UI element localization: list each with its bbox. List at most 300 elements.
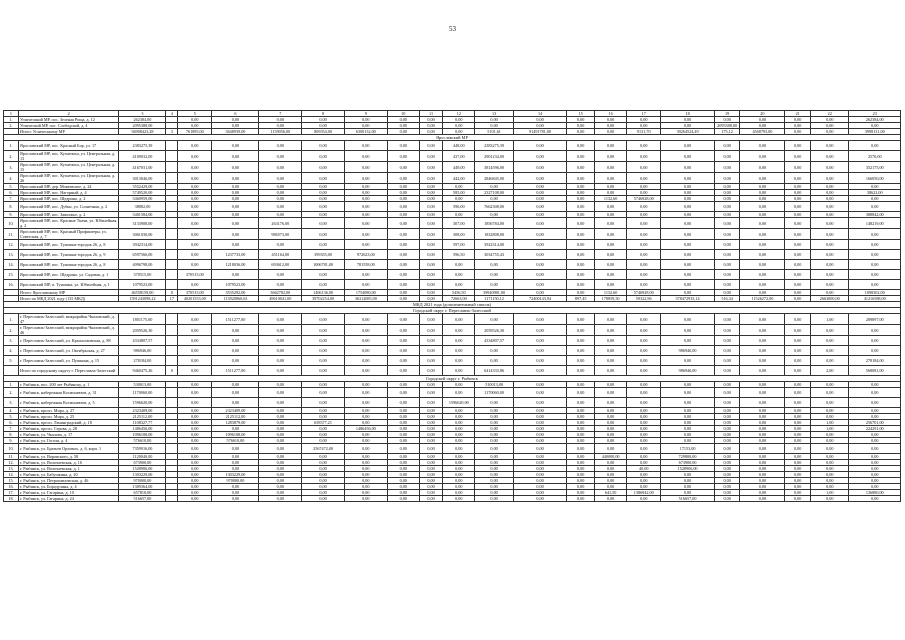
value-cell: 0,00 [475,260,513,270]
value-cell: 0,00 [811,229,849,240]
value-cell [166,336,178,346]
value-cell: 0,00 [811,336,849,346]
value-cell: 0,00 [567,212,595,218]
value-cell: 0,00 [419,117,443,123]
value-cell: 0,00 [443,496,475,502]
value-cell: 0,00 [627,123,661,129]
value-cell: 0,00 [567,229,595,240]
value-cell: 0,00 [387,141,419,151]
value-cell: 0,00 [344,314,387,325]
value-cell: 262384,00 [119,117,166,123]
value-cell [166,151,178,162]
value-cell: 0,00 [259,270,302,280]
value-cell: 72663,00 [443,296,475,302]
value-cell [166,496,178,502]
value-cell: 0,00 [475,466,513,472]
value-cell: 0,00 [595,190,627,196]
table-row [4,336,901,346]
value-cell: 0,00 [212,218,259,229]
value-cell: 1528906,00 [661,466,714,472]
value-cell: 1832808,00 [475,229,513,240]
value-cell: 0,00 [595,162,627,173]
value-cell: 0,00 [419,432,443,438]
column-number: 9 [344,111,387,117]
value-cell: 0,00 [595,260,627,270]
value-cell: 0,00 [627,346,661,356]
value-cell: 0,00 [387,478,419,484]
value-cell: 0,00 [302,151,345,162]
value-cell: 970000,00 [119,478,166,484]
value-cell: 0,00 [567,270,595,280]
value-cell: 1096108,00 [212,432,259,438]
value-cell: 0,00 [849,438,901,444]
row-number: 13. [4,466,19,472]
value-cell: 3013046,00 [119,173,166,184]
value-cell: 0,00 [419,162,443,173]
value-cell: 1170060,00 [119,388,166,398]
value-cell: 0,00 [714,496,740,502]
value-cell: 0,00 [419,190,443,196]
value-cell: 7359916,00 [119,444,166,454]
value-cell: 0,00 [344,472,387,478]
value-cell: 0,00 [259,173,302,184]
value-cell: 0,00 [443,117,475,123]
value-cell: 0,00 [259,356,302,366]
address-cell: Ярославский МР, п. Туношна, ул. Юбилейная, д. 1 [18,280,118,290]
value-cell: 0,00 [567,290,595,296]
value-cell: 0,00 [849,336,901,346]
value-cell: 0,00 [627,280,661,290]
value-cell: 0,00 [513,356,566,366]
value-cell: 0,00 [178,496,212,502]
value-cell: 0,00 [740,325,785,336]
value-cell: 0,00 [178,218,212,229]
value-cell: 307,00 [443,218,475,229]
value-cell: 0,00 [567,496,595,502]
value-cell: 0,00 [567,314,595,325]
value-cell: 0,00 [714,173,740,184]
value-cell: 516657,00 [661,496,714,502]
value-cell: 0,00 [344,444,387,454]
value-cell: 0,00 [627,438,661,444]
value-cell: 4096798,00 [119,260,166,270]
value-cell: 0,00 [513,466,566,472]
value-cell: 0,00 [259,432,302,438]
value-cell: 0,00 [595,336,627,346]
value-cell: 0,00 [387,484,419,490]
value-cell: 0,00 [714,438,740,444]
value-cell: 0,00 [302,240,345,250]
value-cell: 0,00 [513,280,566,290]
value-cell: 0,00 [595,496,627,502]
value-cell: 0,00 [661,212,714,218]
column-number: 18 [661,111,714,117]
value-cell: 0,00 [595,478,627,484]
value-cell: 0,00 [302,366,345,376]
value-cell: 0,00 [714,426,740,432]
value-cell: 0,00 [567,414,595,420]
value-cell: 576610,00 [119,438,166,444]
value-cell: 6597566,00 [119,250,166,260]
value-cell: 0,00 [627,325,661,336]
address-cell: Ярославский МР, пос. Щедрино, ул. Садовая, д. 1 [18,270,118,280]
value-cell: 0,00 [212,484,259,490]
address-cell: Ярославский МР, пос. Щедрино, д. 2 [18,196,118,202]
value-cell: 0,00 [513,162,566,173]
value-cell: 0,00 [259,162,302,173]
value-cell: 0,00 [811,496,849,502]
value-cell: 0,00 [513,484,566,490]
value-cell: 781558,00 [344,260,387,270]
value-cell: 0,00 [212,346,259,356]
value-cell: 0,00 [785,218,811,229]
value-cell: 0,00 [740,454,785,460]
value-cell: 0,00 [595,420,627,426]
address-cell: Итого по городскому округу г. Переславль-Залесский [18,366,118,376]
value-cell: 0,00 [387,129,419,135]
value-cell: 0,00 [302,478,345,484]
value-cell: 0,00 [849,346,901,356]
value-cell: 0,00 [302,408,345,414]
address-cell: г. Рыбинск, ул. Гоголя, д. 4 [18,438,118,444]
value-cell: 0,00 [849,496,901,502]
value-cell: 0,00 [419,129,443,135]
value-cell: 0,00 [513,151,566,162]
table-row [4,260,901,270]
value-cell: 2327108,00 [475,190,513,196]
value-cell: 0,00 [387,454,419,460]
value-cell: 0,00 [811,151,849,162]
value-cell: 0,00 [387,420,419,426]
value-cell: 0,00 [344,190,387,196]
value-cell: 0,00 [714,484,740,490]
value-cell: 0,00 [627,388,661,398]
value-cell: 0,00 [714,250,740,260]
value-cell: 0,00 [567,398,595,408]
value-cell: 0,00 [595,129,627,135]
value-cell: 0,00 [849,250,901,260]
value-cell: 0,00 [661,270,714,280]
value-cell: 2663000,00 [811,296,849,302]
value-cell: 986946,00 [119,346,166,356]
value-cell: 0,00 [785,117,811,123]
value-cell: 0,00 [387,229,419,240]
value-cell: 0,00 [178,280,212,290]
value-cell: 0,00 [811,472,849,478]
value-cell: 0,00 [714,260,740,270]
value-cell: 0,00 [785,490,811,496]
value-cell: 0,00 [344,184,387,190]
value-cell: 693612,00 [259,260,302,270]
value-cell: 0,00 [661,314,714,325]
value-cell: 0,00 [178,478,212,484]
value-cell: 1096108,00 [119,432,166,438]
table-row [4,162,901,173]
row-number: 5. [4,184,19,190]
value-cell: 0,00 [419,484,443,490]
value-cell: 378472935,14 [661,296,714,302]
value-cell: 0,00 [259,196,302,202]
address-cell: г. Рыбинск, ул. Чкалова, д. 17 [18,432,118,438]
value-cell: 0,00 [443,270,475,280]
value-cell: 0,00 [849,460,901,466]
value-cell: 0,00 [513,212,566,218]
address-cell: г. Переславль-Залесский, микрорайон Чкаловский, д. 46 [18,325,118,336]
value-cell: 0,00 [849,432,901,438]
row-number: 2. [4,123,19,129]
value-cell: 448,00 [443,141,475,151]
value-cell: 0,00 [849,196,901,202]
row-number: 16. [4,484,19,490]
value-cell [166,250,178,260]
value-cell: 0,00 [811,325,849,336]
value-cell: 0,00 [661,382,714,388]
value-cell [166,162,178,173]
value-cell: 0,00 [475,454,513,460]
value-cell: 0,00 [714,212,740,218]
value-cell: 0,00 [627,250,661,260]
value-cell [166,173,178,184]
value-cell: 0,00 [714,356,740,366]
value-cell: 0,00 [785,466,811,472]
value-cell [166,346,178,356]
value-cell: 0,00 [387,346,419,356]
value-cell: 0,00 [475,444,513,454]
value-cell: 0,00 [714,290,740,296]
value-cell: 0,00 [178,123,212,129]
address-cell: г. Рыбинск, ул. Петропавловская, д. 46 [18,478,118,484]
value-cell: 0,00 [740,460,785,466]
value-cell: 0,00 [178,250,212,260]
value-cell: 0,00 [740,218,785,229]
value-cell: 0,00 [302,314,345,325]
value-cell: 0,00 [302,229,345,240]
value-cell: 0,00 [259,212,302,218]
value-cell: 2059526,30 [119,325,166,336]
value-cell: 0,00 [178,426,212,432]
value-cell: 0,00 [661,290,714,296]
column-number: 16 [595,111,627,117]
value-cell: 0,00 [212,270,259,280]
value-cell: 0,00 [178,314,212,325]
value-cell: 0,00 [178,432,212,438]
value-cell: 0,00 [344,117,387,123]
value-cell: 0,00 [785,408,811,414]
value-cell: 530013,00 [119,382,166,388]
row-number: 1. [4,314,19,325]
value-cell: 0,00 [849,388,901,398]
value-cell: 0,00 [513,496,566,502]
value-cell: 0,00 [714,398,740,408]
value-cell: 0,00 [387,123,419,129]
value-cell: 0,00 [595,466,627,472]
value-cell: 0,00 [178,356,212,366]
value-cell: 0,00 [811,346,849,356]
value-cell: 0,00 [387,162,419,173]
value-cell: 1596620,00 [119,398,166,408]
value-cell: 0,00 [811,478,849,484]
value-cell: 0,00 [811,280,849,290]
value-cell: 0,00 [212,444,259,454]
address-cell: г. Рыбинск, ул. Гагарина, д. 24 [18,496,118,502]
value-cell: 0,00 [513,260,566,270]
row-number: 12. [4,240,19,250]
value-cell: 0,00 [714,314,740,325]
value-cell: 0,00 [419,141,443,151]
value-cell: 0,00 [212,151,259,162]
value-cell: 596,00 [443,202,475,212]
value-cell: 1303229,00 [119,472,166,478]
value-cell: 0,00 [849,202,901,212]
value-cell: 2,00 [811,366,849,376]
column-number: 7 [259,111,302,117]
value-cell: 0,00 [443,129,475,135]
value-cell: 0,00 [567,478,595,484]
value-cell [166,280,178,290]
value-cell: 0,00 [740,420,785,426]
value-cell: 0,00 [344,460,387,466]
value-cell: 0,00 [443,356,475,366]
value-cell: 596,50 [443,250,475,260]
value-cell: 0,00 [714,414,740,420]
value-cell: 0,00 [513,460,566,466]
value-cell: 0,00 [714,382,740,388]
value-cell: 0,00 [849,382,901,388]
value-cell: 0,00 [567,123,595,129]
value-cell: 0,00 [344,202,387,212]
value-cell: 0,00 [785,270,811,280]
value-cell: 2125112,00 [212,414,259,420]
value-cell: 0,00 [443,336,475,346]
value-cell: 175,12 [714,129,740,135]
value-cell: 0,00 [567,190,595,196]
value-cell: 3942314,00 [119,240,166,250]
value-cell: 3133908,00 [119,218,166,229]
value-cell: 0,00 [740,202,785,212]
value-cell: 0,00 [178,184,212,190]
section-heading: Ярославский МР [4,135,901,141]
value-cell: 0,00 [302,202,345,212]
value-cell: 0,00 [811,240,849,250]
value-cell: 0,00 [302,432,345,438]
value-cell: 5749520,00 [119,190,166,196]
value-cell: 0,00 [661,162,714,173]
value-cell: 0,00 [595,123,627,129]
address-cell: г. Рыбинск, ул. Братьев Орловых, д. 6, корп. 1 [18,444,118,454]
row-number: 4. [4,408,19,414]
value-cell: 0,00 [661,408,714,414]
table-row [4,229,901,240]
address-cell: г. Рыбинск, пос. 200 лет Рыбинску, д. 1 [18,382,118,388]
value-cell: 6414333,86 [475,366,513,376]
value-cell: 0,00 [178,336,212,346]
value-cell: 0,00 [595,325,627,336]
row-number: 7. [4,196,19,202]
value-cell: 0,00 [627,173,661,184]
value-cell: 0,00 [785,398,811,408]
value-cell: 0,00 [443,454,475,460]
value-cell: 0,00 [627,260,661,270]
value-cell: 0,00 [661,490,714,496]
value-cell: 0,00 [302,270,345,280]
value-cell: 0,00 [443,438,475,444]
value-cell: 0,00 [419,336,443,346]
value-cell: 0,00 [661,196,714,202]
value-cell: 5101,61 [475,129,513,135]
address-cell: Итого: Углическкому МР [18,129,118,135]
row-number: 3. [4,398,19,408]
value-cell: 0,00 [811,356,849,366]
value-cell: 0,00 [740,472,785,478]
value-cell: 0,00 [419,202,443,212]
table-row [4,496,901,502]
value-cell: 0,00 [661,325,714,336]
value-cell: 0,00 [302,398,345,408]
value-cell: 0,00 [740,466,785,472]
value-cell: 0,00 [811,141,849,151]
row-number: 13. [4,250,19,260]
address-cell: г. Переславль-Залесский, ул. Октябрьская, д. 27 [18,346,118,356]
value-cell: 3034755,43 [475,250,513,260]
value-cell: 897,45 [567,296,595,302]
table-row [4,250,901,260]
value-cell: 3662782,00 [259,290,302,296]
total-row [4,366,901,376]
value-cell: 0,00 [443,420,475,426]
value-cell: 3 [166,129,178,135]
value-cell: 0,00 [513,408,566,414]
value-cell: 46558159,00 [119,290,166,296]
value-cell: 0,00 [443,388,475,398]
value-cell: 0,00 [513,141,566,151]
value-cell: 0,00 [785,296,811,302]
value-cell: 0,00 [259,426,302,432]
value-cell: 0,00 [419,460,443,466]
value-cell: 0,00 [661,218,714,229]
value-cell: 11526272,00 [740,296,785,302]
value-cell: 0,00 [740,173,785,184]
value-cell: 0,00 [387,280,419,290]
value-cell: 1,00 [811,426,849,432]
value-cell: 0,00 [387,218,419,229]
row-number: 17. [4,490,19,496]
value-cell: 0,00 [627,426,661,432]
value-cell: 0,00 [513,432,566,438]
value-cell: 0,00 [443,212,475,218]
value-cell: 0,00 [714,240,740,250]
value-cell: 0,00 [259,346,302,356]
value-cell: 0,00 [212,184,259,190]
value-cell: 2059526,30 [475,325,513,336]
value-cell: 0,00 [513,184,566,190]
column-number: 21 [785,111,811,117]
value-cell: 0,00 [785,229,811,240]
value-cell: 0,00 [595,366,627,376]
value-cell: 0,00 [567,173,595,184]
value-cell: 0,00 [302,454,345,460]
address-cell: г. Рыбинск, ул. Бородулина, д. 4 [18,484,118,490]
value-cell: 0,00 [740,382,785,388]
value-cell: 0,00 [595,151,627,162]
value-cell: 94908423,28 [119,129,166,135]
value-cell: 0,00 [740,141,785,151]
value-cell: 256701,00 [849,420,901,426]
table-row [4,202,901,212]
value-cell: 0,00 [475,314,513,325]
value-cell: 0,00 [595,484,627,490]
value-cell: 0,00 [740,336,785,346]
row-number: 3. [4,162,19,173]
